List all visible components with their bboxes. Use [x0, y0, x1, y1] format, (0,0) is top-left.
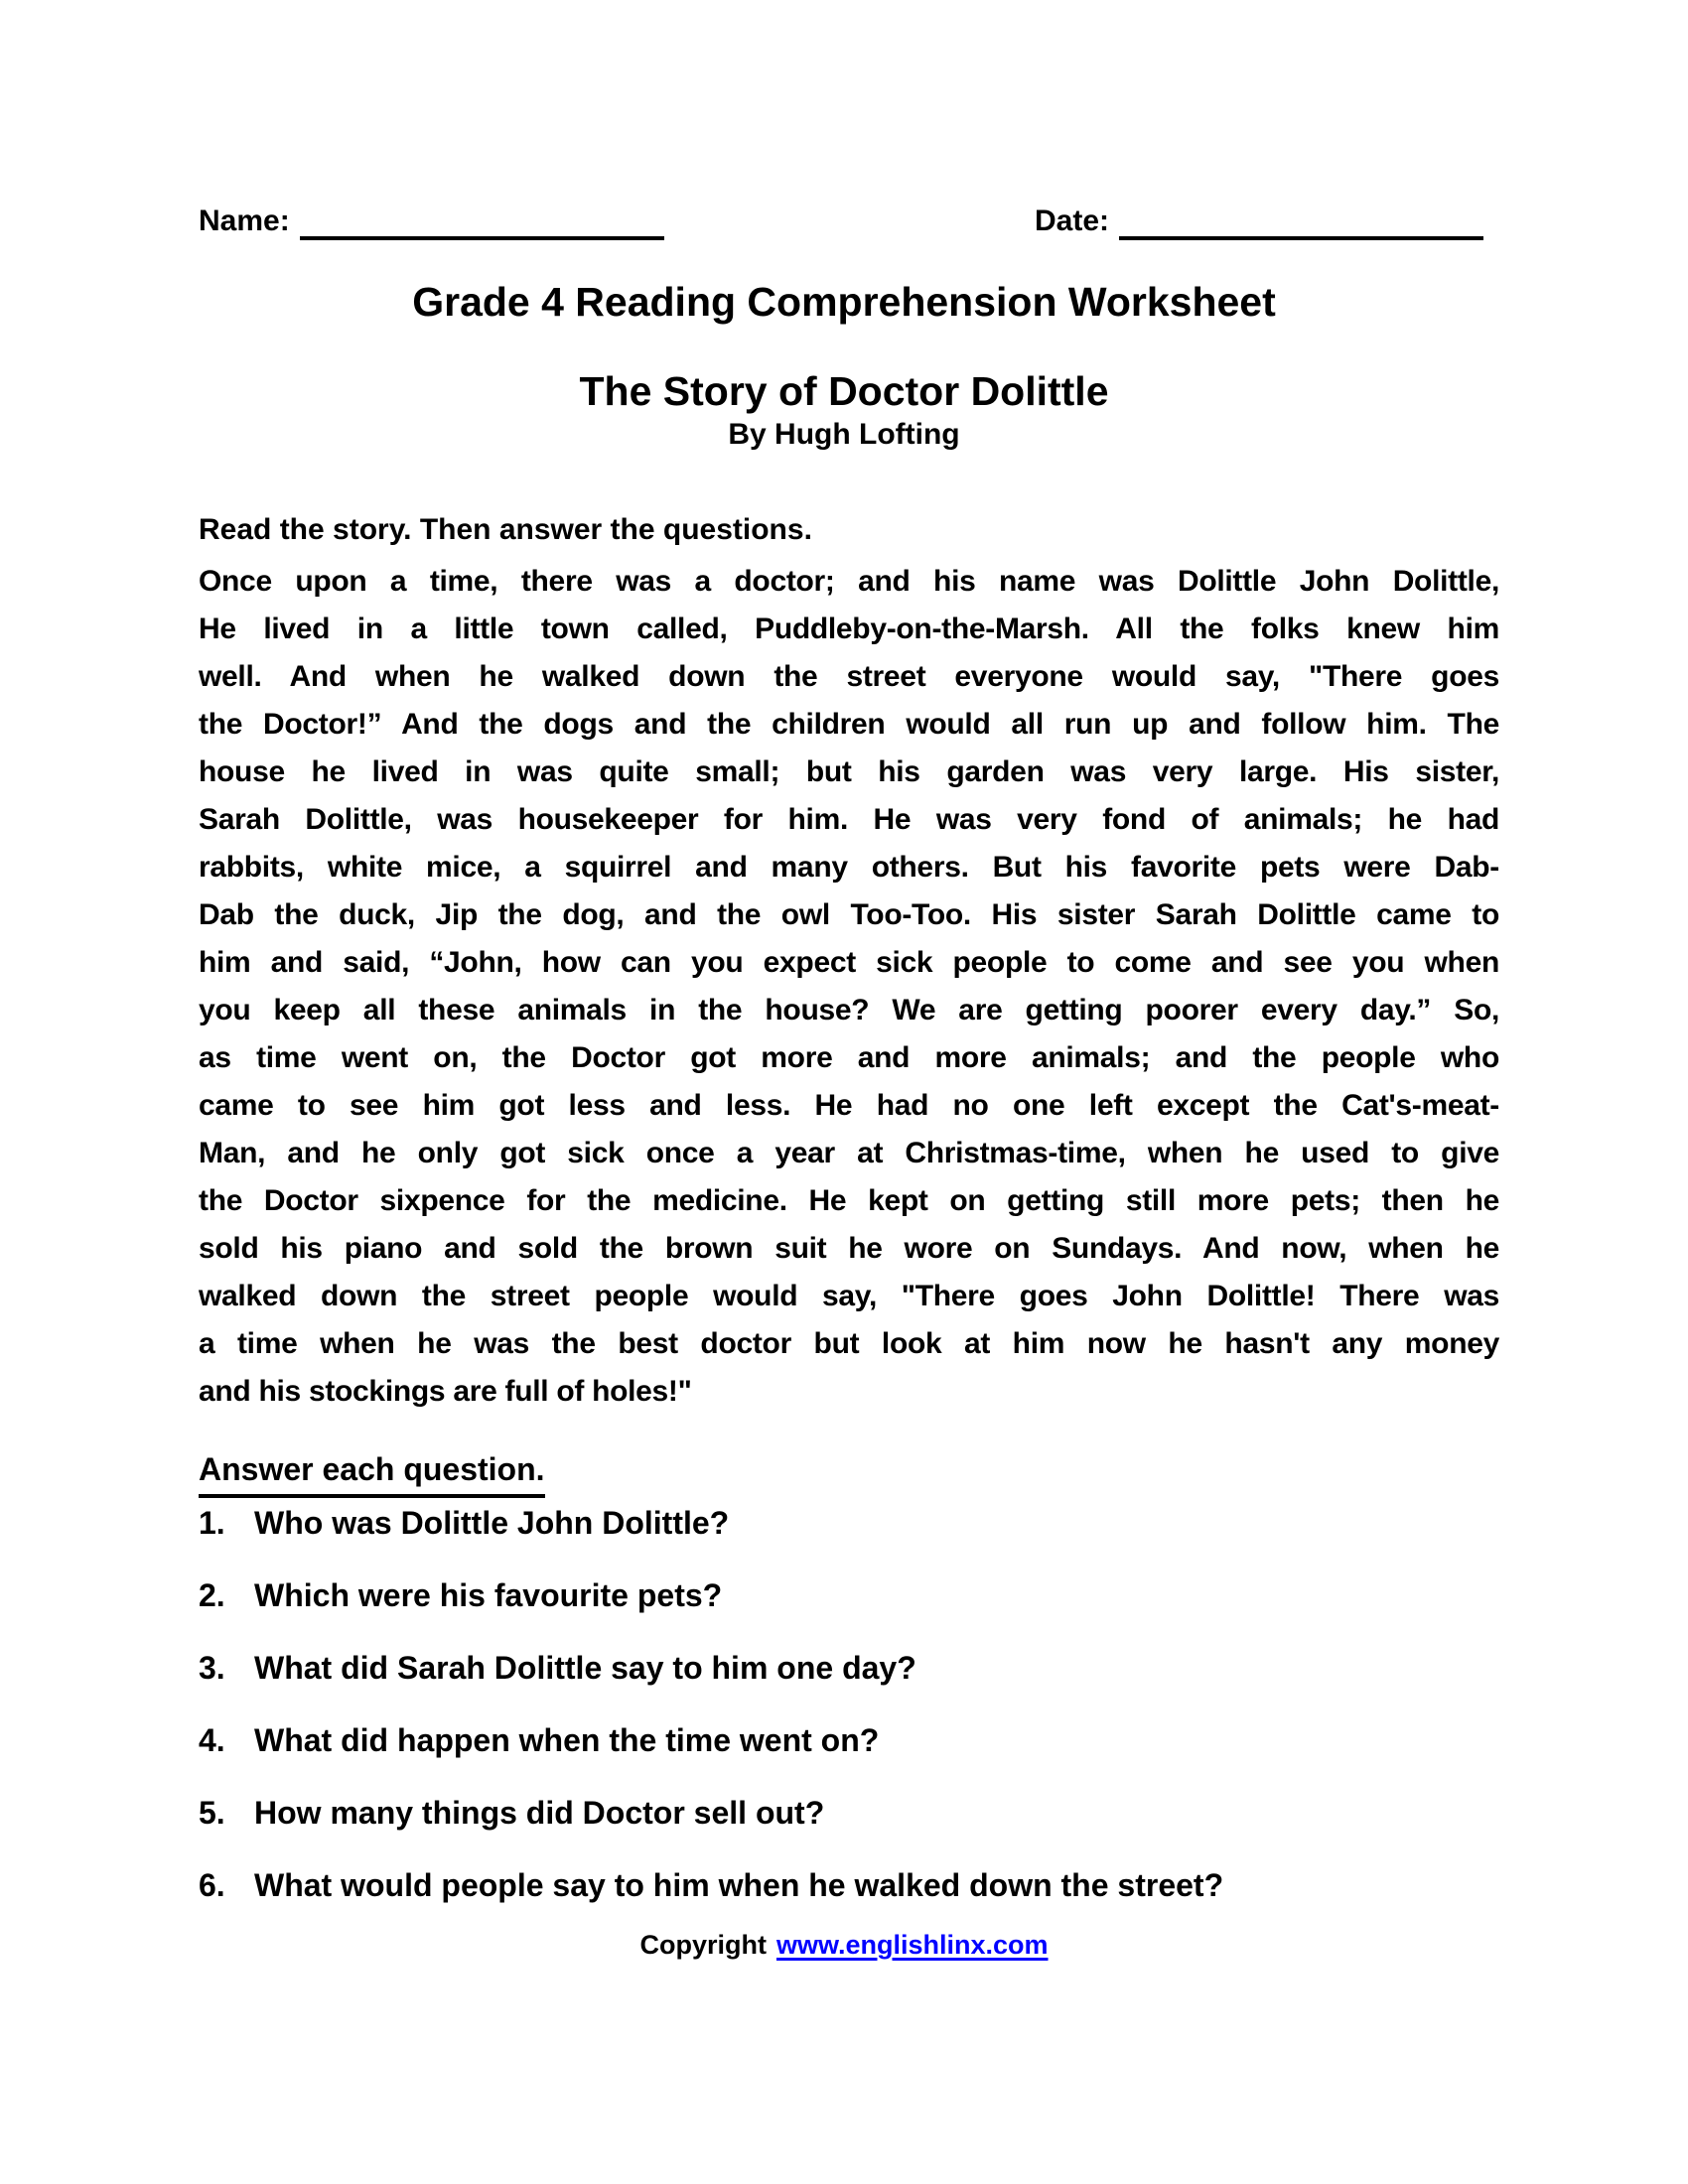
story-instruction: Read the story. Then answer the questions. — [199, 513, 812, 546]
date-blank-line — [1119, 203, 1483, 240]
question-number: 4. — [199, 1722, 225, 1758]
story-text — [199, 558, 1499, 1416]
question-text: What did Sarah Dolittle say to him one day? — [254, 1650, 916, 1686]
date-label: Date: — [1035, 205, 1110, 237]
questions-list — [199, 1503, 1499, 1938]
question-text: What would people say to him when he walked down the street? — [254, 1867, 1224, 1903]
question-text: Who was Dolittle John Dolittle? — [254, 1505, 730, 1541]
question-number: 5. — [199, 1795, 225, 1831]
story-line: Man, and he only got sick once a year at Christmas-time, when he used to give — [199, 1137, 1499, 1169]
question-number: 2. — [199, 1577, 225, 1613]
story-line: house he lived in was quite small; but his garden was very large. His sister, — [199, 755, 1499, 788]
date-field — [1035, 203, 1483, 240]
question-item — [199, 1793, 1499, 1834]
story-line: well. And when he walked down the street everyone would say, "There goes — [199, 660, 1499, 693]
question-item — [199, 1865, 1499, 1906]
story-line: walked down the street people would say, "There goes John Dolittle! There was — [199, 1280, 1499, 1312]
story-line: came to see him got less and less. He had no one left except the Cat's-meat- — [199, 1089, 1499, 1122]
story-line: He lived in a little town called, Puddleby-on-the-Marsh. All the folks knew him — [199, 613, 1499, 645]
story-byline: By Hugh Lofting — [728, 418, 960, 451]
question-text: What did happen when the time went on? — [254, 1722, 880, 1758]
question-item — [199, 1720, 1499, 1761]
question-number: 3. — [199, 1650, 225, 1686]
story-line: a time when he was the best doctor but look at him now he hasn't any money — [199, 1327, 1499, 1360]
name-label: Name: — [199, 205, 290, 237]
story-line: the Doctor sixpence for the medicine. He kept on getting still more pets; then he — [199, 1184, 1499, 1217]
story-line: the Doctor!” And the dogs and the children would all run up and follow him. The — [199, 708, 1499, 741]
story-line: Once upon a time, there was a doctor; and his name was Dolittle John Dolittle, — [199, 565, 1499, 598]
question-item — [199, 1503, 1499, 1544]
englishlinx-link[interactable]: www.englishlinx.com — [775, 1930, 1049, 1960]
story-line: Sarah Dolittle, was housekeeper for him. He was very fond of animals; he had — [199, 803, 1499, 836]
page-footer — [0, 1928, 1688, 1962]
question-text: How many things did Doctor sell out? — [254, 1795, 825, 1831]
name-field — [199, 203, 664, 240]
story-line: rabbits, white mice, a squirrel and many others. But his favorite pets were Dab- — [199, 851, 1499, 884]
question-text: Which were his favourite pets? — [254, 1577, 723, 1613]
story-title: The Story of Doctor Dolittle — [579, 368, 1109, 414]
story-line: as time went on, the Doctor got more and more animals; and the people who — [199, 1041, 1499, 1074]
story-line: you keep all these animals in the house? We are getting poorer every day.” So, — [199, 994, 1499, 1026]
question-number: 1. — [199, 1505, 225, 1541]
copyright-label: Copyright — [639, 1930, 767, 1960]
question-number: 6. — [199, 1867, 225, 1903]
story-line: Dab the duck, Jip the dog, and the owl Too-Too. His sister Sarah Dolittle came to — [199, 898, 1499, 931]
questions-heading: Answer each question. — [199, 1449, 545, 1498]
question-item — [199, 1575, 1499, 1616]
page-title: Grade 4 Reading Comprehension Worksheet — [412, 279, 1276, 325]
story-line: him and said, “John, how can you expect sick people to come and see you when — [199, 946, 1499, 979]
question-item — [199, 1648, 1499, 1689]
story-line: and his stockings are full of holes!" — [199, 1375, 692, 1408]
name-blank-line — [300, 203, 664, 240]
story-line: sold his piano and sold the brown suit he wore on Sundays. And now, when he — [199, 1232, 1499, 1265]
